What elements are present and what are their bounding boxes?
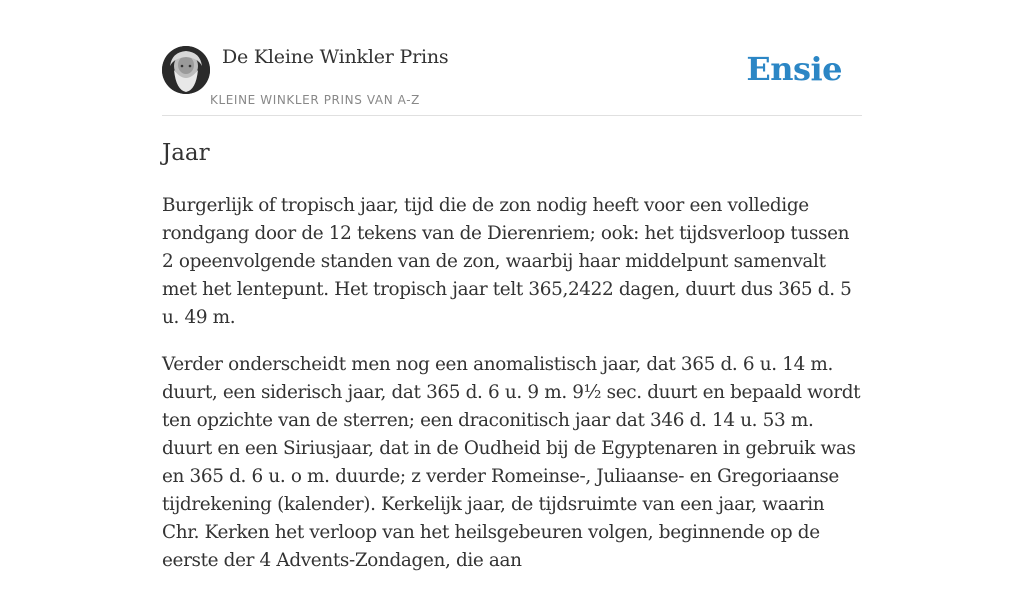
- article-paragraph: Burgerlijk of tropisch jaar, tijd die de zon nodig heeft voor een volledige rondgang door de 12 tekens van de Dierenriem; ook: het tijdsverloop tussen 2 opeenvolgende standen van de zon, waarbij haar middelpunt samenvalt met het lentepunt. Het tropisch jaar telt 365,2422 dagen, duurt dus 365 d. 5 u. 49 m.: [162, 195, 852, 328]
- article-title: Jaar: [162, 140, 210, 166]
- author-header: [162, 0, 862, 116]
- article-body: [162, 192, 862, 594]
- article-page: [162, 0, 862, 571]
- bearded-man-portrait-icon: [162, 46, 210, 94]
- author-name[interactable]: De Kleine Winkler Prins: [222, 46, 449, 68]
- article-paragraph: Verder onderscheidt men nog een anomalistisch jaar, dat 365 d. 6 u. 14 m. duurt, een siderisch jaar, dat 365 d. 6 u. 9 m. 9½ sec. duurt en bepaald wordt ten opzichte van de sterren; een draconitisch jaar dat 346 d. 14 u. 53 m. duurt en een Siriusjaar, dat in de Oudheid bij de Egyptenaren in gebruik was en 365 d. 6 u. o m. duurde; z verder Romeinse-, Juliaanse- en Gregoriaanse tijdrekening (kalender). Kerkelijk jaar, de tijdsruimte van een jaar, waarin Chr. Kerken het verloop van het heilsgebeuren volgen, beginnende op de eerste der 4 Advents-Zondagen, die aan: [162, 354, 861, 571]
- ensie-logo[interactable]: Ensie: [746, 50, 842, 88]
- source-subtitle[interactable]: KLEINE WINKLER PRINS VAN A-Z: [210, 93, 420, 107]
- author-avatar[interactable]: [162, 46, 210, 94]
